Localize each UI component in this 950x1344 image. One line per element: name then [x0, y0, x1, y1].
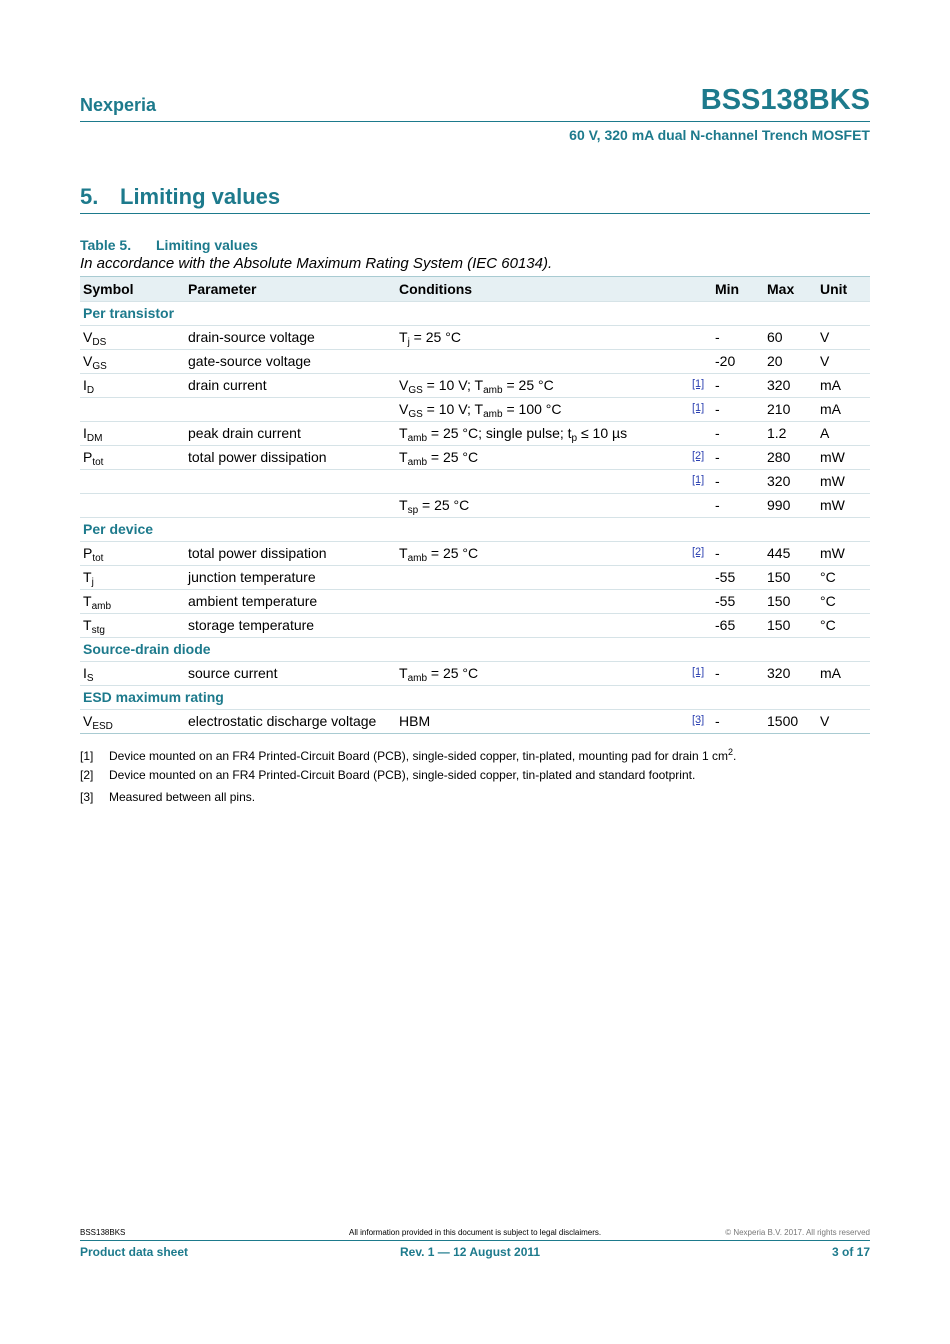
parameter-cell: drain-source voltage [188, 329, 315, 345]
note-link[interactable] [689, 350, 712, 374]
note-marker: [3] [80, 790, 94, 804]
unit-cell: °C [820, 593, 836, 609]
min-cell: - [715, 401, 720, 417]
parameter-cell: drain current [188, 377, 267, 393]
unit-cell: mA [820, 665, 841, 681]
max-cell: 210 [767, 401, 791, 417]
header-max: Max [764, 277, 817, 302]
document-id: BSS138BKS [700, 84, 870, 116]
note-link[interactable]: [1] [692, 402, 705, 414]
table-subtitle: In accordance with the Absolute Maximum Rating System (IEC 60134). [80, 255, 553, 272]
group-row [80, 686, 870, 710]
max-cell: 150 [767, 593, 791, 609]
header-divider [80, 121, 870, 122]
group-row [80, 302, 870, 326]
min-cell: - [715, 473, 720, 489]
unit-cell: °C [820, 617, 836, 633]
note-link[interactable] [689, 614, 712, 638]
conditions-cell [396, 614, 689, 638]
footer-revision: Rev. 1 — 12 August 2011 [400, 1245, 541, 1259]
max-cell: 320 [767, 473, 791, 489]
header-unit: Unit [817, 277, 870, 302]
unit-cell: mA [820, 377, 841, 393]
symbol-cell: $V_{GS}$ [83, 353, 107, 372]
min-cell: - [715, 377, 720, 393]
symbol-cell: $P_{tot}$ [83, 449, 104, 468]
table-caption [80, 237, 258, 253]
table-row [80, 614, 870, 638]
note-marker: [1] [80, 749, 94, 763]
note-link[interactable]: [1] [692, 474, 705, 486]
symbol-cell: $V_{DS}$ [83, 329, 107, 348]
unit-cell: °C [820, 569, 836, 585]
footer-doc-id: BSS138BKS [80, 1228, 126, 1237]
table-row [80, 374, 870, 398]
unit-cell: mW [820, 545, 845, 561]
parameter-cell [185, 494, 396, 518]
note-item [80, 743, 736, 766]
table-notes [80, 743, 736, 811]
unit-cell: V [820, 329, 830, 345]
conditions-cell: $T_{amb} = 25$ °C; single pulse; $t_p \le 10$ µs [399, 425, 628, 444]
header-symbol: Symbol [80, 277, 185, 302]
min-cell: -20 [715, 353, 736, 369]
symbol-cell: $V_{ESD}$ [83, 713, 113, 732]
table-row [80, 350, 870, 374]
unit-cell: mW [820, 473, 845, 489]
header-parameter: Parameter [185, 277, 396, 302]
parameter-cell [185, 470, 396, 494]
max-cell: 1500 [767, 713, 799, 729]
parameter-cell: peak drain current [188, 425, 301, 441]
symbol-cell [80, 470, 185, 494]
section-heading [80, 184, 280, 210]
min-cell: - [715, 449, 720, 465]
unit-cell: mW [820, 449, 845, 465]
note-link[interactable] [689, 566, 712, 590]
min-cell: -65 [715, 617, 736, 633]
note-link[interactable] [689, 422, 712, 446]
note-link[interactable] [689, 326, 712, 350]
parameter-cell: junction temperature [188, 569, 316, 585]
max-cell: 990 [767, 497, 791, 513]
note-superscript: 2 [727, 747, 733, 757]
note-marker: [2] [80, 767, 94, 782]
conditions-cell: $T_{amb} = 25$ °C [399, 665, 479, 684]
group-row [80, 518, 870, 542]
max-cell: 445 [767, 545, 791, 561]
table-row [80, 662, 870, 686]
min-cell: -55 [715, 569, 736, 585]
min-cell: - [715, 713, 720, 729]
section-divider [80, 213, 870, 214]
unit-cell: A [820, 425, 830, 441]
min-cell: -55 [715, 593, 736, 609]
parameter-cell: total power dissipation [188, 449, 327, 465]
group-label: Per device [83, 521, 154, 537]
conditions-cell [396, 470, 689, 494]
conditions-cell: $V_{GS} = 10$ V; $T_{amb} = 25$ °C [399, 377, 554, 396]
note-text: Device mounted on an FR4 Printed-Circuit Board (PCB), single-sided copper, tin-plated, mounting pad for drain 1 cm [109, 749, 728, 763]
group-label: Source-drain diode [83, 641, 211, 657]
note-item [80, 788, 736, 811]
min-cell: - [715, 425, 720, 441]
table-row [80, 542, 870, 566]
note-link[interactable]: [1] [692, 666, 705, 678]
table-row [80, 590, 870, 614]
brand-name: Nexperia [80, 95, 157, 115]
symbol-cell: $T_{stg}$ [83, 617, 105, 636]
footer-disclaimer: All information provided in this document is subject to legal disclaimers. [349, 1228, 602, 1237]
parameter-cell: storage temperature [188, 617, 315, 633]
conditions-cell: HBM [399, 713, 431, 729]
symbol-cell: $I_{DM}$ [83, 425, 103, 444]
note-link[interactable] [689, 590, 712, 614]
note-link[interactable] [689, 494, 712, 518]
note-link[interactable]: [1] [692, 378, 705, 390]
note-link[interactable]: [2] [692, 546, 705, 558]
conditions-cell [396, 350, 689, 374]
conditions-cell: $T_j = 25$ °C [399, 329, 461, 348]
conditions-cell [396, 590, 689, 614]
table-title: Limiting values [156, 237, 258, 253]
note-item [80, 766, 736, 789]
footer-copyright: © Nexperia B.V. 2017. All rights reserved [725, 1228, 870, 1237]
symbol-cell: $P_{tot}$ [83, 545, 104, 564]
max-cell: 150 [767, 569, 791, 585]
min-cell: - [715, 497, 720, 513]
table-row [80, 494, 870, 518]
document-subtitle: 60 V, 320 mA dual N-channel Trench MOSFET [569, 127, 870, 143]
conditions-cell: $V_{GS} = 10$ V; $T_{amb} = 100$ °C [399, 401, 562, 420]
footer-page-number: 3 of 17 [831, 1245, 870, 1259]
conditions-cell [396, 566, 689, 590]
unit-cell: mW [820, 497, 845, 513]
table-row [80, 446, 870, 470]
parameter-cell: gate-source voltage [188, 353, 311, 369]
footer-doc-type: Product data sheet [80, 1245, 189, 1259]
symbol-cell: $I_S$ [83, 665, 94, 684]
table-row [80, 470, 870, 494]
group-label: Per transistor [83, 305, 175, 321]
parameter-cell: total power dissipation [188, 545, 327, 561]
max-cell: 60 [767, 329, 783, 345]
parameter-cell [185, 398, 396, 422]
conditions-cell: $T_{amb} = 25$ °C [399, 449, 479, 468]
limiting-values-table [80, 276, 870, 734]
max-cell: 320 [767, 665, 791, 681]
note-link[interactable]: [3] [692, 714, 705, 726]
section-title: Limiting values [120, 184, 281, 209]
symbol-cell: $T_{amb}$ [83, 593, 112, 612]
max-cell: 320 [767, 377, 791, 393]
footer-divider [80, 1240, 870, 1241]
conditions-cell: $T_{sp} = 25$ °C [399, 497, 470, 516]
note-text: Device mounted on an FR4 Printed-Circuit Board (PCB), single-sided copper, tin-plated and standard footprint. [109, 767, 696, 782]
table-row [80, 326, 870, 350]
symbol-cell [80, 494, 185, 518]
table-number: Table 5. [80, 237, 132, 253]
note-tail: . [733, 749, 737, 763]
parameter-cell: ambient temperature [188, 593, 318, 609]
unit-cell: V [820, 353, 830, 369]
section-number: 5. [80, 184, 99, 209]
max-cell: 20 [767, 353, 783, 369]
max-cell: 150 [767, 617, 791, 633]
group-label: ESD maximum rating [83, 689, 224, 705]
unit-cell: V [820, 713, 830, 729]
symbol-cell: $T_j$ [83, 569, 94, 588]
min-cell: - [715, 329, 720, 345]
note-text: Measured between all pins. [109, 790, 256, 804]
max-cell: 1.2 [767, 425, 787, 441]
group-row [80, 638, 870, 662]
note-link[interactable]: [2] [692, 450, 705, 462]
unit-cell: mA [820, 401, 841, 417]
parameter-cell: source current [188, 665, 278, 681]
max-cell: 280 [767, 449, 791, 465]
table-row [80, 422, 870, 446]
symbol-cell [80, 398, 185, 422]
table-header-row [80, 277, 870, 302]
header-note [689, 277, 712, 302]
min-cell: - [715, 545, 720, 561]
table-row [80, 710, 870, 734]
min-cell: - [715, 665, 720, 681]
header-conditions: Conditions [396, 277, 689, 302]
parameter-cell: electrostatic discharge voltage [188, 713, 377, 729]
table-row [80, 398, 870, 422]
table-row [80, 566, 870, 590]
header-min: Min [712, 277, 764, 302]
conditions-cell: $T_{amb} = 25$ °C [399, 545, 479, 564]
symbol-cell: $I_D$ [83, 377, 95, 396]
